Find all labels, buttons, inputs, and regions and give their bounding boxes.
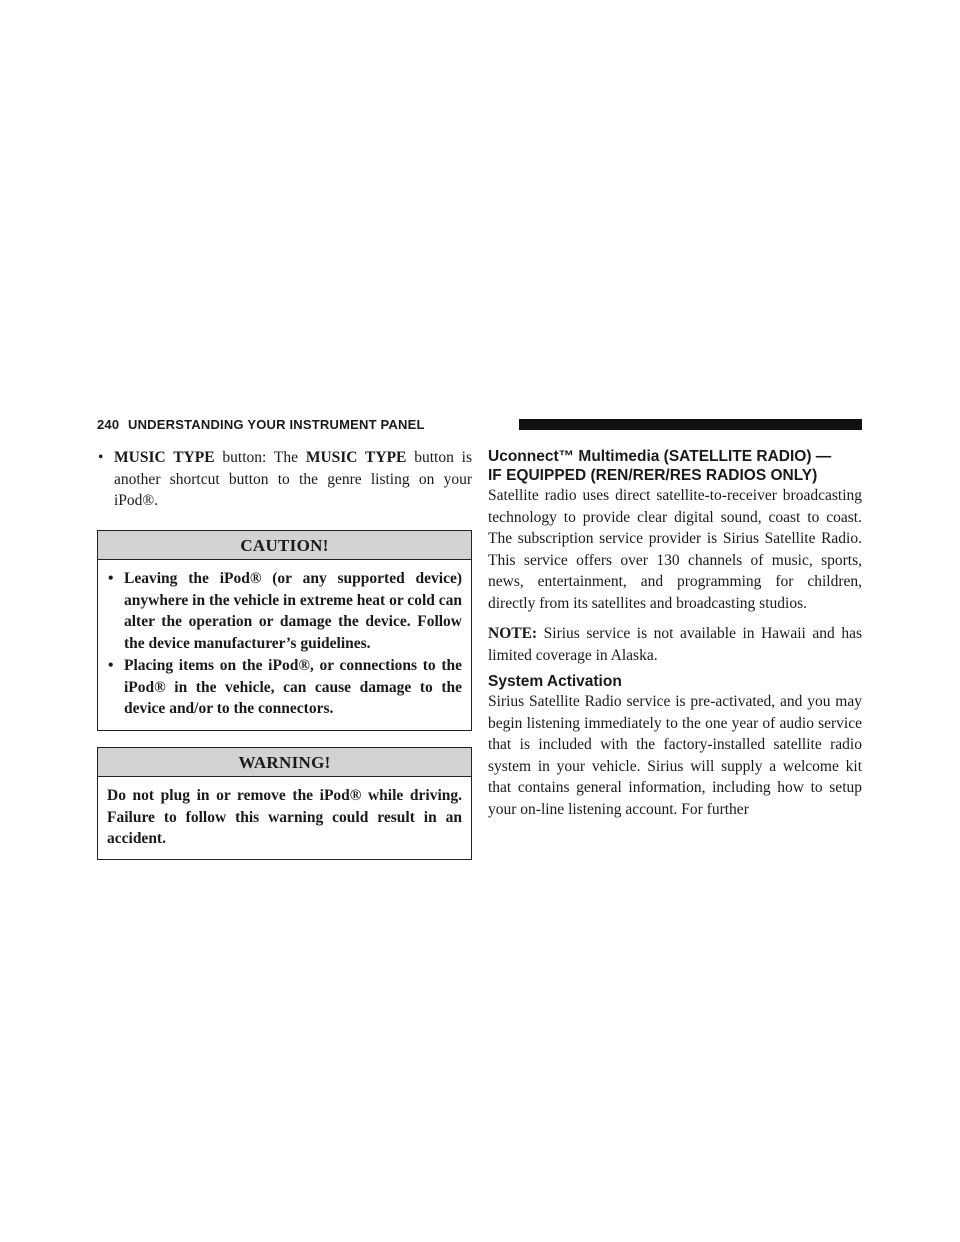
music-type-description: button is another shortcut button to the genre listing on your iPod®.: [114, 449, 472, 509]
intro-paragraph: Satellite radio uses direct satellite-to-receiver broadcasting technology to provide clear digital sound, coast to coast. The subscription service provider is Sirius Satellite Radio. This service offers over 130 channels of music, sports, news, entertainment, and programming for children, directly from its satellites and broadcasting studios.: [488, 487, 862, 612]
warning-box: [97, 747, 472, 860]
bullet-marker: •: [108, 657, 114, 674]
note-label: NOTE:: [488, 625, 538, 642]
heading-line-2: IF EQUIPPED (REN/RER/RES RADIOS ONLY): [488, 467, 818, 484]
warning-title: WARNING!: [98, 748, 471, 778]
section-heading: [488, 447, 862, 485]
bullet-marker: •: [98, 449, 104, 466]
music-type-label-2: MUSIC TYPE: [305, 449, 407, 466]
note-text: Sirius service is not available in Hawaii and has limited coverage in Alaska.: [488, 625, 862, 664]
note-paragraph: [488, 623, 862, 666]
caution-box: [97, 530, 472, 731]
warning-body: [98, 777, 471, 859]
left-column: [97, 447, 472, 860]
music-type-text: button: The: [214, 449, 306, 466]
section-title: UNDERSTANDING YOUR INSTRUMENT PANEL: [128, 417, 425, 432]
caution-item: [107, 568, 462, 654]
warning-text: Do not plug in or remove the iPod® while driving. Failure to follow this warning could result in an accident.: [107, 787, 462, 847]
activation-paragraph: Sirius Satellite Radio service is pre-activated, and you may begin listening immediately to the one year of audio service that is included with the factory-installed satellite radio system in your vehicle. Sirius will supply a welcome kit that contains general information, including how to setup your on-line listening account. For further: [488, 693, 862, 818]
caution-item: [107, 655, 462, 720]
page-header: [97, 416, 862, 434]
page-number: 240: [97, 417, 120, 432]
music-type-bullet: [97, 447, 472, 512]
caution-item-text: Leaving the iPod® (or any supported device) anywhere in the vehicle in extreme heat or cold can alter the operation or damage the device. Follow the device manufacturer’s guidelines.: [124, 570, 462, 652]
right-column: [488, 447, 862, 820]
bullet-marker: •: [108, 570, 114, 587]
system-activation-heading: System Activation: [488, 673, 622, 690]
caution-title: CAUTION!: [98, 531, 471, 561]
caution-body: [98, 560, 471, 730]
caution-item-text: Placing items on the iPod®, or connections to the iPod® in the vehicle, can cause damage to the device and/or to the connectors.: [124, 657, 462, 717]
heading-line-1: Uconnect™ Multimedia (SATELLITE RADIO) —: [488, 448, 832, 465]
music-type-label: MUSIC TYPE: [114, 449, 215, 466]
header-rule: [519, 419, 862, 430]
